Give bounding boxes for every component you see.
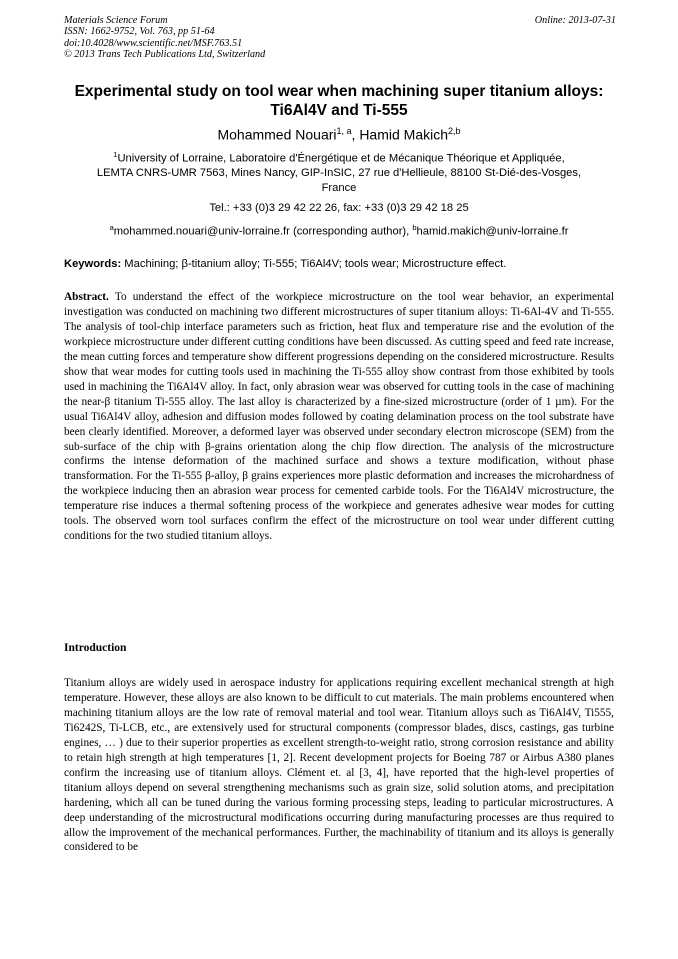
doi-line: doi:10.4028/www.scientific.net/MSF.763.51 (64, 37, 243, 49)
introduction-text: Titanium alloys are widely used in aerospace industry for applications requiring excellent mechanical strength at high temperature. However, these alloys are also known to be difficult to cut materials. The main problems encountered when machining titanium alloys are the low rate of removal material and tool wear. Titanium alloys such as Ti6Al4V, Ti555, Ti6242S, Ti-LCB, etc., are extensively used for structural components (compressor blades, discs, castings, gas turbine engines, … ) due to their superior properties as excellent strength-to-weight ratio, strong corrosion resistance and ability to retain high strength at high temperatures [1, 2]. Recent development projects for Boeing 787 or Airbus A380 planes confirm the increasing use of titanium alloys. Clément et. al [3, 4], have reported that the high-level properties of titanium alloys depend on several strengthening mechanisms such as grain size, solid solution atoms, and precipitation hardening, which all can be tuned during the various forming processing steps, leading to particular microstructures. A deep understanding of the microstructural modifications occurring during manufacturing processes are thus required to allow the improvement of the mechanical performances. Further, the machinability of titanium and its alloys is generally considered to be (64, 677, 614, 854)
author-2-sup: 2,b (448, 126, 461, 136)
introduction-heading: Introduction (64, 642, 127, 654)
authors-line (40, 122, 638, 144)
email-a: mohammed.nouari@univ-lorraine.fr (corresponding author), (113, 225, 413, 238)
journal-header (64, 15, 616, 61)
abstract-label: Abstract. (64, 291, 109, 303)
abstract (64, 290, 614, 544)
title-line-1: Experimental study on tool wear when machining super titanium alloys: (74, 83, 604, 100)
paper-title (40, 82, 638, 120)
author-1-sup: 1, a (336, 126, 352, 136)
keywords (64, 257, 616, 271)
affiliation-line-1-text: University of Lorraine, Laboratoire d'Énergétique et de Mécanique Théorique et Appliquée, (117, 152, 565, 165)
author-1: Mohammed Nouari (217, 126, 337, 143)
issn-line: ISSN: 1662-9752, Vol. 763, pp 51-64 (64, 26, 215, 38)
email-b: hamid.makich@univ-lorraine.fr (416, 225, 569, 238)
title-line-2: Ti6Al4V and Ti-555 (270, 102, 408, 119)
journal-name: Materials Science Forum (64, 15, 168, 26)
email-line (40, 221, 638, 239)
affiliation-line-1 (40, 148, 638, 166)
affiliation-line-2: LEMTA CNRS-UMR 7563, Mines Nancy, GIP-InSIC, 27 rue d'Hellieule, 88100 St-Dié-des-Vosges, (96, 167, 582, 180)
author-separator: , (351, 126, 360, 143)
online-date: Online: 2013-07-31 (534, 15, 616, 26)
affiliation (40, 148, 638, 195)
email-b-sup: b (412, 223, 417, 232)
affiliation-sup: 1 (113, 150, 118, 159)
abstract-text: To understand the effect of the workpiece microstructure on the tool wear behavior, an experimental investigation was conducted on machining two different microstructures of super titanium alloys: Ti-6Al-4V and Ti-555. The analysis of tool-chip interface parameters such as friction, heat flux and temperature rise and the evolution of the workpiece microstructure under different cutting conditions have been discussed. As cutting speed and feed rate increase, the mean cutting forces and temperature show different progressions depending on the considered microstructure. Results show that wear modes for cutting tools used in machining the Ti-555 alloy show contrast from those exhibited by tools used in machining the Ti6Al4V alloy. In fact, only abrasion wear was observed for cutting tools in the case of machining the near-β titanium Ti-555 alloy. The last alloy is characterized by a fine-sized microstructure (order of 1 µm). For the usual Ti6Al4V alloy, adhesion and diffusion modes followed by coating delamination process on the tool substrate have been clearly identified. Moreover, a deformed layer was observed under secondary electron microscope (SEM) from the sub-surface of the chip with β-grains orientation along the chip flow direction. The analysis of the microstructure confirms the intense deformation of the machined surface and shows a texture modification, without phase transformation. For the Ti-555 β-alloy, β grains experiences more plastic deformation and increases the microhardness of the workpiece inducing then an abrasion wear process for cemented carbide tools. For the Ti6Al4V microstructure, the temperature rise induces a thermal softening process of the workpiece and generates adhesive wear modes for cutting tools. The observed worn tool surfaces confirm the effect of the microstructure on tool wear under different cutting conditions for the two studied titanium alloys. (64, 291, 614, 543)
copyright-line: © 2013 Trans Tech Publications Ltd, Switzerland (64, 49, 266, 61)
keywords-text: Machining; β-titanium alloy; Ti-555; Ti6Al4V; tools wear; Microstructure effect. (121, 258, 507, 270)
affiliation-line-3: France (321, 181, 357, 194)
author-2: Hamid Makich (359, 126, 449, 143)
keywords-label: Keywords: (64, 258, 122, 270)
email-a-sup: a (109, 223, 114, 232)
phone-fax: Tel.: +33 (0)3 29 42 22 26, fax: +33 (0)3 29 42 18 25 (209, 202, 469, 214)
